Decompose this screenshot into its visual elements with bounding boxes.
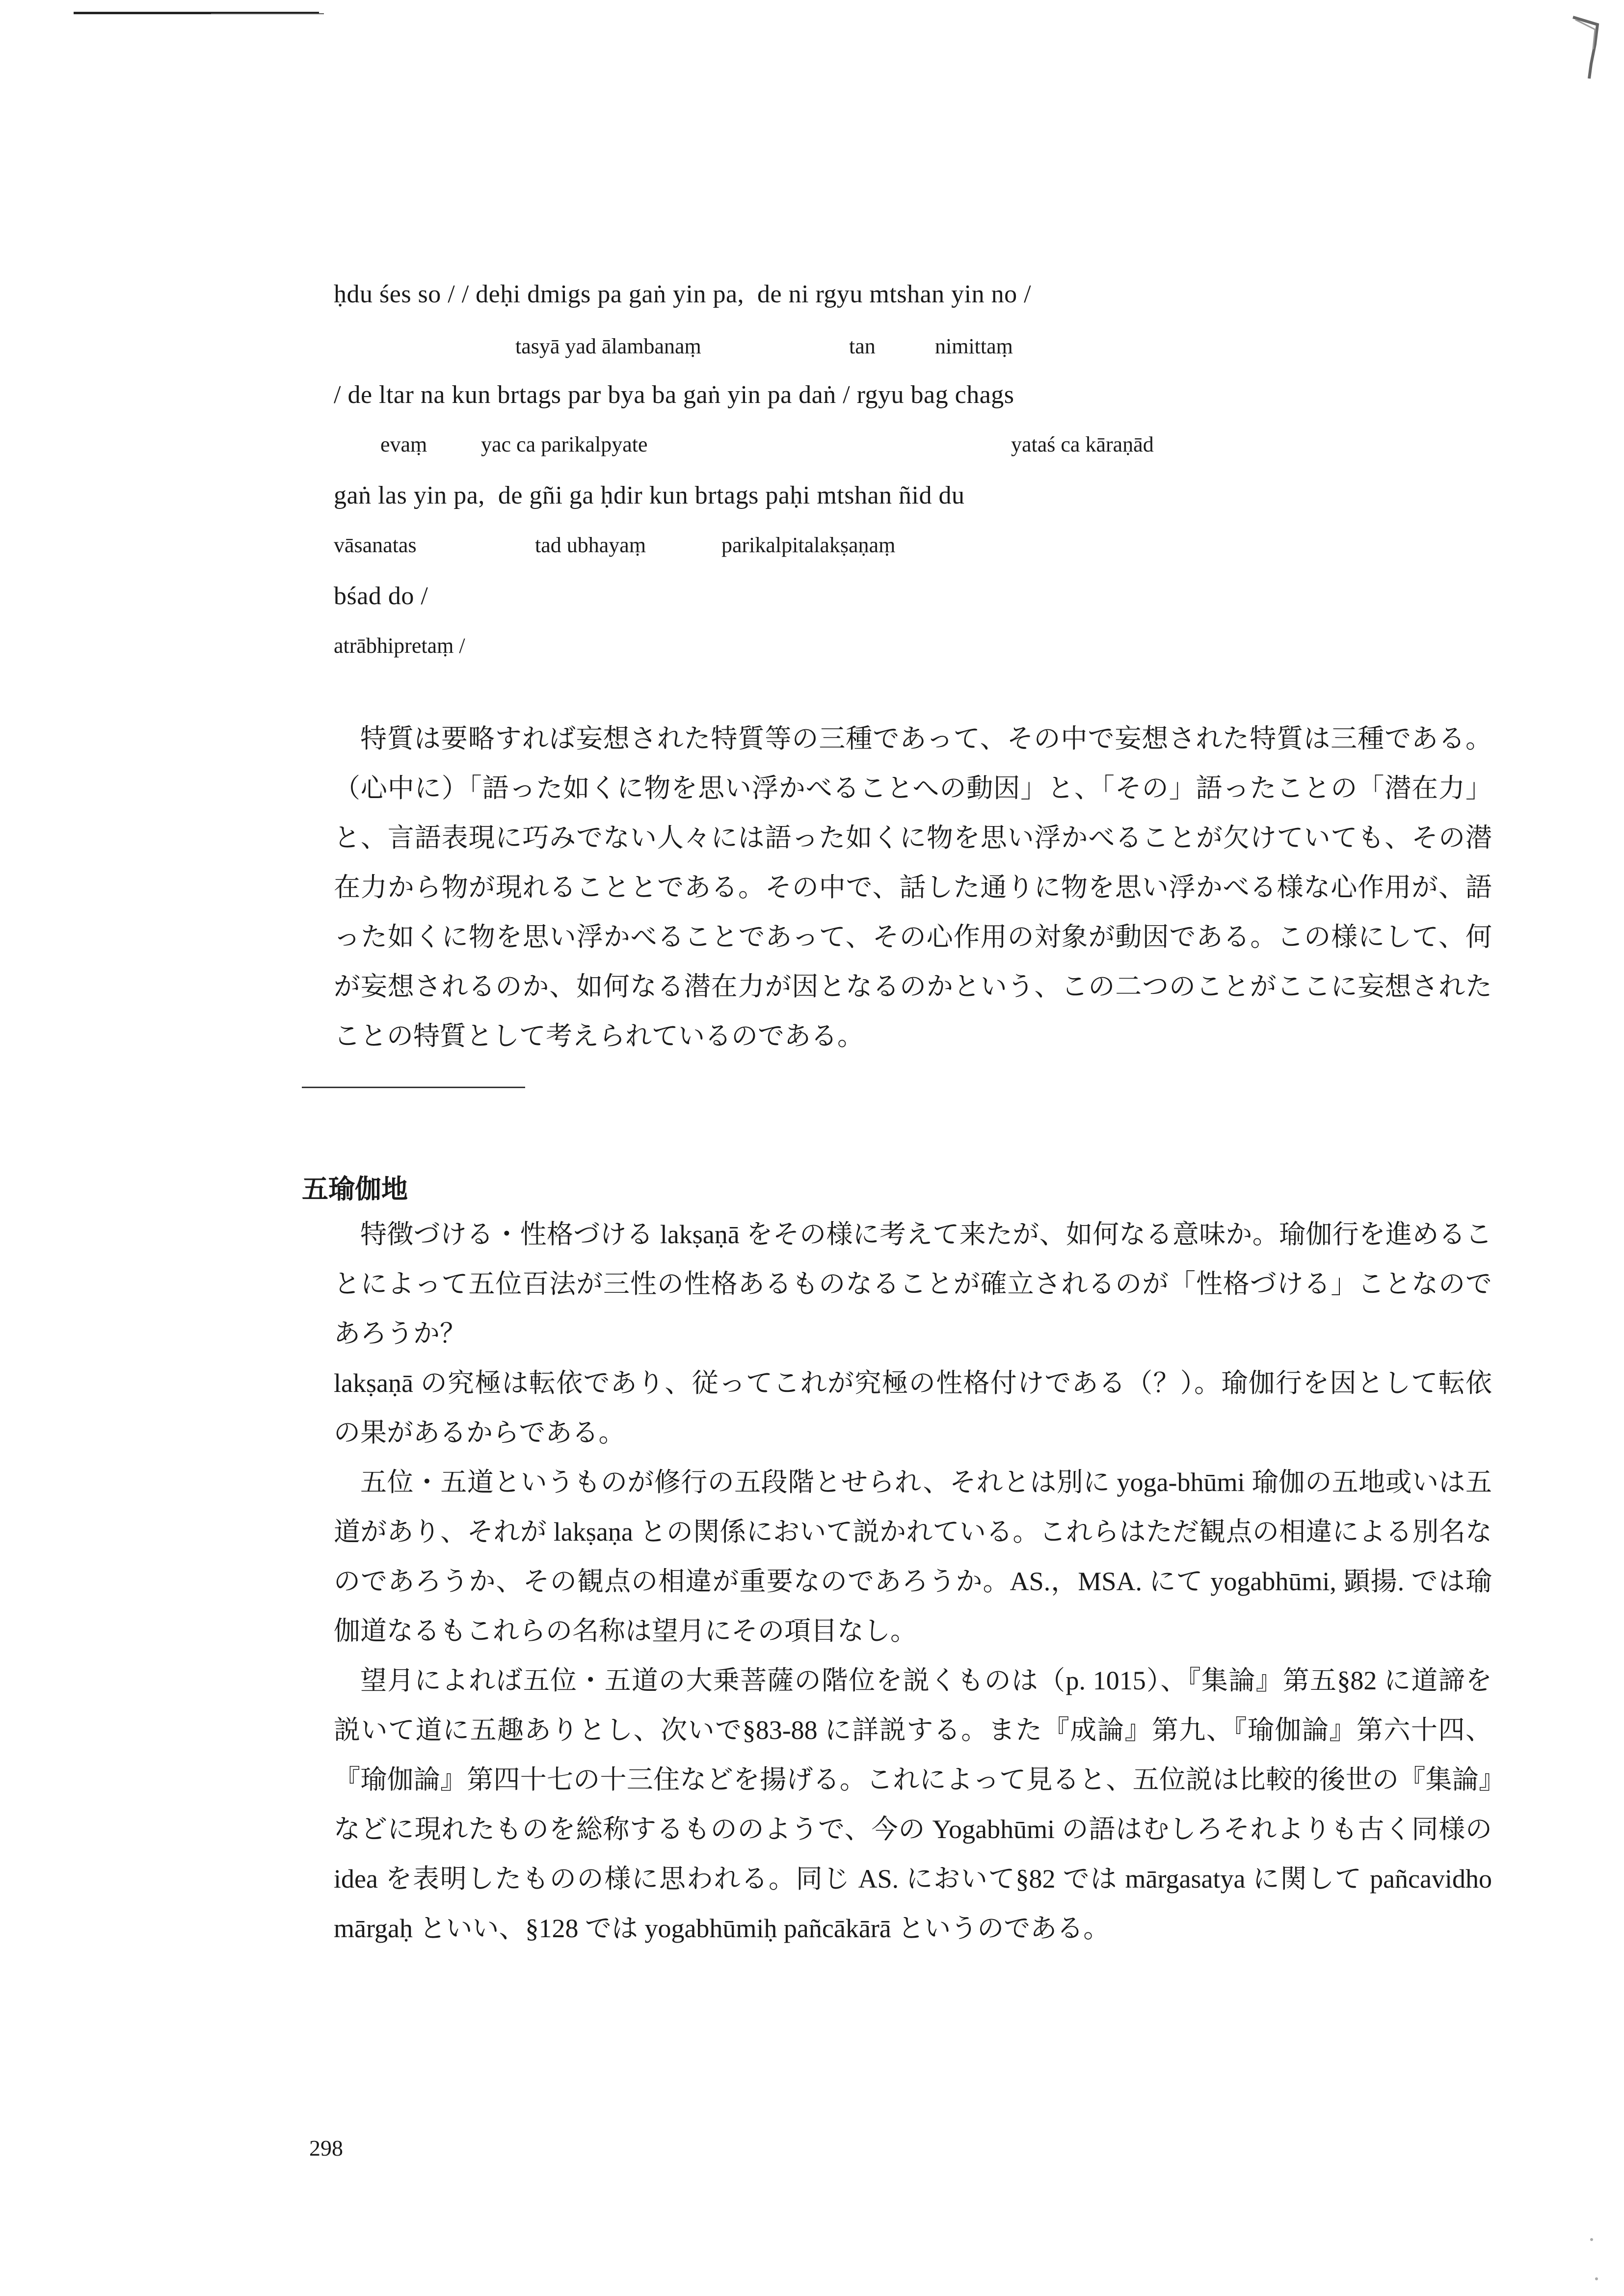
tibetan-line-1: ḥdu śes so / / deḥi dmigs pa gaṅ yin pa, de ni rgyu mtshan yin no / bbox=[334, 280, 1032, 308]
sanskrit-word: tasyā yad ālambanaṃ bbox=[515, 334, 701, 358]
section-divider bbox=[302, 1087, 525, 1088]
sanskrit-word: tan bbox=[849, 334, 876, 358]
sanskrit-word: vāsanatas bbox=[334, 533, 417, 557]
header-rule-extension bbox=[211, 13, 324, 14]
section-paragraph-2: lakṣaṇā の究極は転依であり、従ってこれが究極の性格付けである（？）。瑜伽行を因として転依の果があるからである。 bbox=[334, 1368, 1492, 1447]
sanskrit-word: yataś ca kāraṇād bbox=[1011, 432, 1154, 456]
tibetan-line-4: bśad do / bbox=[334, 582, 428, 610]
sanskrit-word: nimittaṃ bbox=[935, 334, 1013, 358]
sanskrit-line-4 bbox=[334, 633, 465, 683]
sanskrit-word: atrābhipretaṃ / bbox=[334, 634, 465, 658]
scan-speck bbox=[1595, 2277, 1598, 2280]
page-number: 298 bbox=[309, 2136, 343, 2161]
tibetan-line-2: / de ltar na kun brtags par bya ba gaṅ yin pa daṅ / rgyu bag chags bbox=[334, 381, 1014, 409]
tibetan-line-3: gaṅ las yin pa, de gñi ga ḥdir kun brtags paḥi mtshan ñid du bbox=[334, 481, 965, 509]
section-heading: 五瑜伽地 bbox=[302, 1175, 408, 1204]
sanskrit-word: yac ca parikalpyate bbox=[481, 432, 648, 456]
sanskrit-word: tad ubhayaṃ bbox=[535, 533, 646, 557]
section-paragraph-3: 五位・五道というものが修行の五段階とせられ、それとは別に yoga-bhūmi 瑜伽の五地或いは五道があり、それが lakṣaṇa との関係において説かれている。これらはただ観点の相違による別名なのであろうか、その観点の相違が重要なのであろうか。AS.，MSA. にて yogabhūmi, 顕揚. では瑜伽道なるもこれらの名称は望月にその項目なし。 bbox=[334, 1468, 1492, 1646]
sanskrit-word: evaṃ bbox=[380, 432, 427, 456]
scan-artifact-corner bbox=[1571, 15, 1600, 83]
section-paragraph-1: 特徴づける・性格づける lakṣaṇā をその様に考えて来たが、如何なる意味か。瑜伽行を進めることによって五位百法が三性の性格あるものなることが確立されるのが「性格づける」ことなのであろうか？ bbox=[334, 1220, 1492, 1348]
scan-speck bbox=[1590, 2238, 1593, 2241]
sanskrit-word: parikalpitalakṣaṇaṃ bbox=[721, 533, 896, 557]
translation-paragraph: 特質は要略すれば妄想された特質等の三種であって、その中で妄想された特質は三種である。（心中に）「語った如くに物を思い浮かべることへの動因」と、「その」語ったことの「潜在力」と、言語表現に巧みでない人々には語った如くに物を思い浮かべることが欠けていても、その潜在力から物が現れることとである。その中で、話した通りに物を思い浮かべる様な心作用が、語った如くに物を思い浮かべることであって、その心作用の対象が動因である。この様にして、何が妄想されるのか、如何なる潜在力が因となるのかという、この二つのことがここに妄想されたことの特質として考えられているのである。 bbox=[334, 724, 1492, 1051]
section-paragraph-4: 望月によれば五位・五道の大乗菩薩の階位を説くものは（p. 1015）、『集論』第五§82 に道諦を説いて道に五趣ありとし、次いで§83-88 に詳説する。また『成論』第九、『瑜伽論』第六十四、『瑜伽論』第四十七の十三住などを揚げる。これによって見ると、五位説は比較的後世の『集論』などに現れたものを総称するもののようで、今の Yogabhūmi の語はむしろそれよりも古く同様の idea を表明したものの様に思われる。同じ AS. において§82 では mārgasatya に関して pañcavidho mārgaḥ といい、§128 では yogabhūmiḥ pañcākārā というのである。 bbox=[334, 1666, 1492, 1943]
